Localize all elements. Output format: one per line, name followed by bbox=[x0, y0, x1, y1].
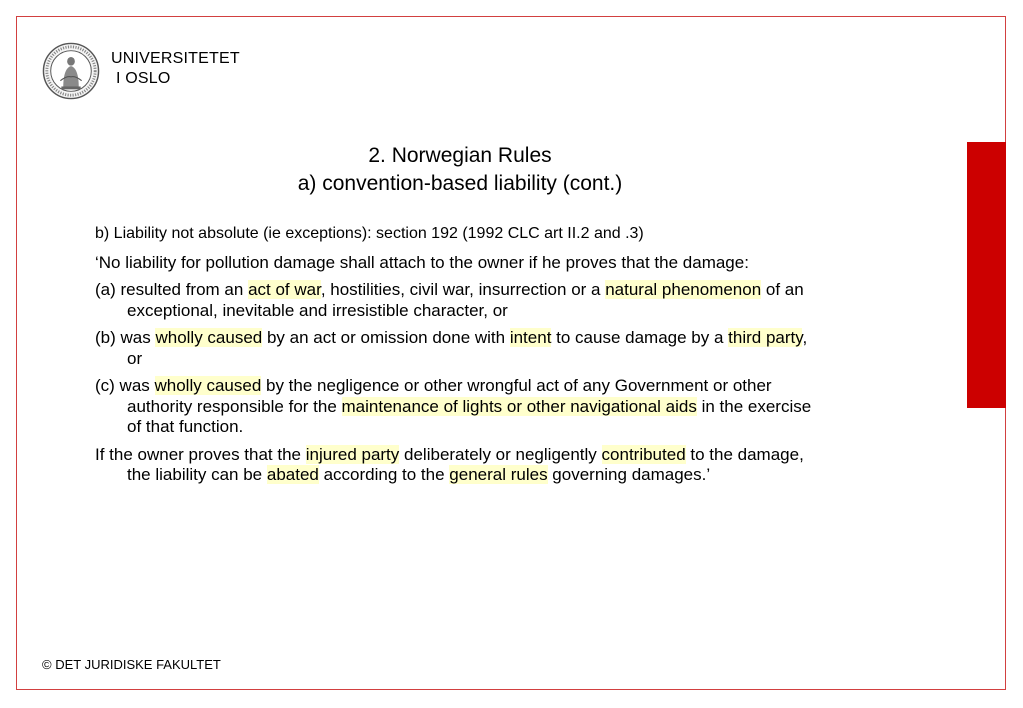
footer-copyright: © DET JURIDISKE FAKULTET bbox=[42, 657, 221, 672]
highlighted-term: abated bbox=[266, 465, 319, 484]
body-paragraph bbox=[95, 280, 825, 321]
highlighted-term: maintenance of lights or other navigational aids bbox=[341, 396, 697, 416]
paragraph-text: If the owner proves that the bbox=[95, 444, 306, 464]
highlighted-term: injured party bbox=[305, 444, 400, 464]
paragraph-text: by an act or omission done with bbox=[262, 328, 510, 347]
body-paragraph bbox=[95, 224, 825, 245]
slide-title-line2: a) convention-based liability (cont.) bbox=[297, 172, 623, 195]
paragraph-text: according to the bbox=[318, 465, 450, 484]
paragraph-text: (a) resulted from an bbox=[95, 280, 249, 299]
paragraph-text: by the negligence or other wrongful act of any Government or other authority responsible for the bbox=[127, 376, 772, 416]
paragraph-text: governing damages.’ bbox=[547, 465, 711, 484]
paragraph-text: of an exceptional, inevitable and irresistible character, or bbox=[127, 280, 804, 320]
university-name bbox=[111, 49, 240, 89]
body-paragraph bbox=[95, 445, 825, 486]
paragraph-text: ‘No liability for pollution damage shall attach to the owner if he proves that the damage: bbox=[95, 252, 749, 272]
university-name-line1: UNIVERSITETET bbox=[111, 50, 240, 67]
slide-body bbox=[95, 224, 825, 493]
highlighted-term: contributed bbox=[601, 444, 686, 464]
university-seal-icon bbox=[42, 42, 100, 100]
brand-red-bar bbox=[967, 142, 1006, 408]
highlighted-term: natural phenomenon bbox=[605, 280, 762, 299]
highlighted-term: wholly caused bbox=[154, 376, 262, 395]
paragraph-text: in the exercise of that function. bbox=[127, 396, 812, 436]
paragraph-text: deliberately or negligently bbox=[399, 444, 602, 464]
highlighted-term: act of war bbox=[248, 280, 321, 299]
body-paragraph bbox=[95, 328, 825, 369]
paragraph-text: to the damage, the liability can be bbox=[127, 444, 804, 484]
paragraph-text: , hostilities, civil war, insurrection or a bbox=[320, 280, 606, 299]
body-paragraph bbox=[95, 376, 825, 438]
highlighted-term: general rules bbox=[449, 465, 548, 484]
highlighted-term: wholly caused bbox=[155, 328, 263, 347]
slide-title bbox=[160, 142, 760, 198]
highlighted-term: third party bbox=[728, 328, 803, 347]
university-name-line2: I OSLO bbox=[116, 70, 171, 87]
paragraph-text: , or bbox=[127, 328, 808, 368]
body-paragraph bbox=[95, 253, 825, 274]
slide-title-line1: 2. Norwegian Rules bbox=[368, 144, 552, 167]
paragraph-text: (b) was bbox=[95, 328, 156, 347]
paragraph-text: b) Liability not absolute (ie exceptions): section 192 (1992 CLC art II.2 and .3) bbox=[95, 225, 644, 242]
paragraph-text: (c) was bbox=[95, 376, 155, 395]
highlighted-term: intent bbox=[509, 328, 552, 347]
paragraph-text: to cause damage by a bbox=[551, 328, 729, 347]
